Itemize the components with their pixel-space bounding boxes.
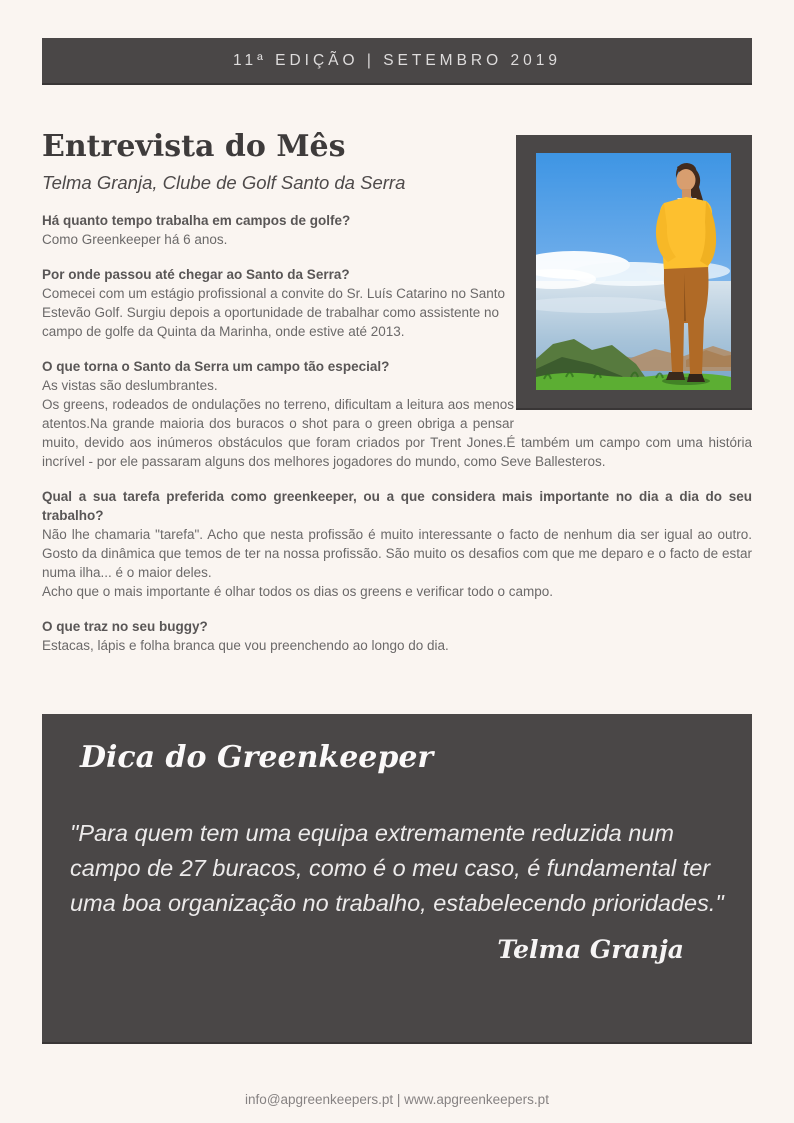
page-title: Entrevista do Mês xyxy=(42,129,346,164)
answer-text: Os greens, rodeados de ondulações no terreno, dificultam a leitura aos menos atentos.Na grande maioria dos buracos o shot para o green obriga a pensar muito, devido aos inúmeros obstáculos que foram criados por Trent Jones.É também um campo com uma história incrível - por ele passaram alguns dos melhores jogadores do mundo, como Seve Ballesteros. xyxy=(42,397,752,469)
answer-text: As vistas são deslumbrantes. xyxy=(42,378,218,393)
footer xyxy=(0,1092,794,1107)
photo-frame xyxy=(516,135,752,410)
question-text: Há quanto tempo trabalha em campos de golfe? xyxy=(42,213,351,228)
tip-signature: Telma Granja xyxy=(497,935,684,964)
tip-title: Dica do Greenkeeper xyxy=(80,740,434,775)
qa-block xyxy=(42,617,752,655)
question-text: O que torna o Santo da Serra um campo tão especial? xyxy=(42,359,390,374)
answer-text: Estacas, lápis e folha branca que vou preenchendo ao longo do dia. xyxy=(42,638,449,653)
question-text: Por onde passou até chegar ao Santo da Serra? xyxy=(42,267,350,282)
interview-section xyxy=(42,85,752,655)
answer-text: Não lhe chamaria "tarefa". Acho que nesta profissão é muito interessante o facto de nenhum dia ser igual ao outro. Gosto da dinâmica que temos de ter na nossa profissão. São muito os desafios com que me deparo e o facto de estar numa ilha... é o maior deles. xyxy=(42,527,752,580)
qa-block xyxy=(42,487,752,601)
edition-label: 11ª EDIÇÃO | SETEMBRO 2019 xyxy=(233,51,561,69)
interviewee-photo xyxy=(536,153,731,390)
question-text: O que traz no seu buggy? xyxy=(42,619,208,634)
footer-contact-line: info@apgreenkeepers.pt | www.apgreenkeepers.pt xyxy=(245,1092,549,1107)
page-subtitle: Telma Granja, Clube de Golf Santo da Serra xyxy=(42,172,406,193)
question-text: Qual a sua tarefa preferida como greenkeeper, ou a que considera mais importante no dia a dia do seu trabalho? xyxy=(42,489,752,523)
answer-text: Como Greenkeeper há 6 anos. xyxy=(42,232,228,247)
edition-header-bar xyxy=(42,38,752,85)
greenkeeper-tip-box xyxy=(42,714,752,1044)
answer-text: Acho que o mais importante é olhar todos os dias os greens e verificar todo o campo. xyxy=(42,584,554,599)
tip-quote: "Para quem tem uma equipa extremamente reduzida num campo de 27 buracos, como é o meu caso, é fundamental ter uma boa organização no trabalho, estabelecendo prioridades." xyxy=(70,820,724,916)
answer-text: Comecei com um estágio profissional a convite do Sr. Luís Catarino no Santo Estevão Golf. Surgiu depois a oportunidade de trabalhar como assistente no campo de golfe da Quinta da Marinha, onde estive até 2013. xyxy=(42,286,505,339)
